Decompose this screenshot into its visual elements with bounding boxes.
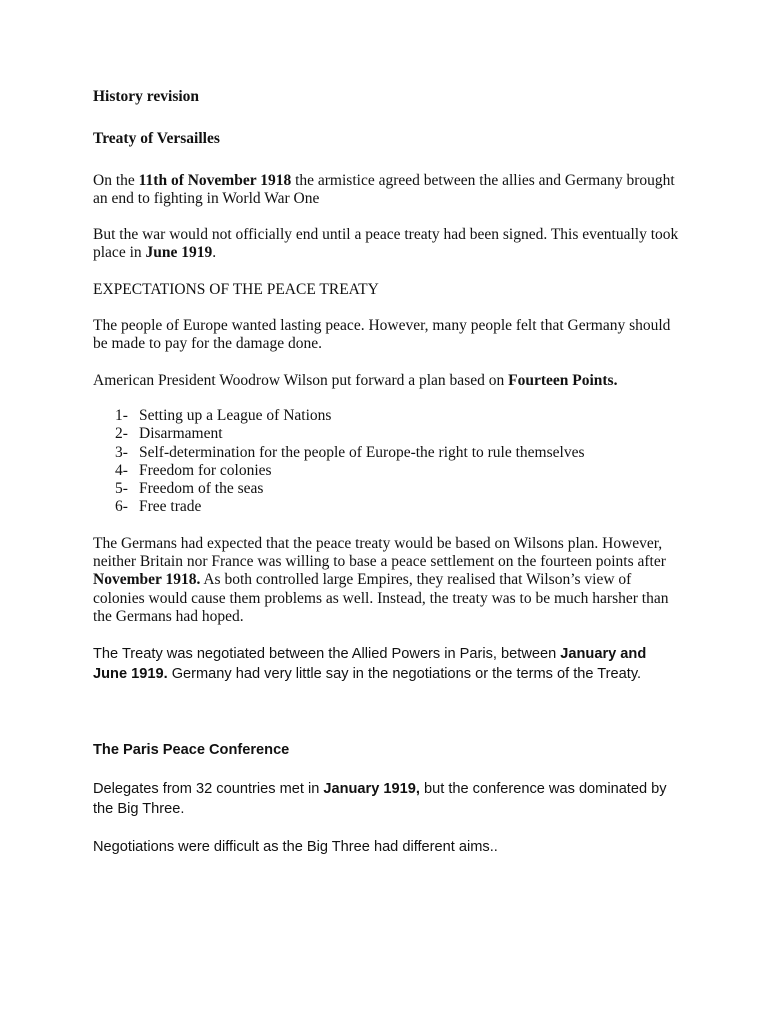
text: Delegates from 32 countries met in bbox=[93, 781, 324, 797]
list-item bbox=[115, 480, 675, 498]
list-number: 5- bbox=[115, 480, 128, 498]
paragraph-wilson-plan bbox=[93, 372, 683, 390]
paragraph-treaty-signed bbox=[93, 226, 683, 262]
paragraph-german-expectations bbox=[93, 535, 683, 626]
heading-text: History revision bbox=[93, 88, 200, 105]
list-item bbox=[115, 407, 675, 425]
date-bold: November 1918. bbox=[93, 571, 201, 589]
text: But the war would not officially end until a peace treaty had been signed. This eventually took place in bbox=[93, 226, 679, 262]
date-bold: January 1919, bbox=[323, 781, 420, 797]
heading bbox=[93, 88, 683, 106]
list-item bbox=[115, 498, 675, 516]
list-text: Free trade bbox=[139, 498, 202, 516]
paragraph-delegates bbox=[93, 780, 683, 819]
list-number: 1- bbox=[115, 407, 128, 424]
date-bold: January and June 1919. bbox=[93, 646, 647, 682]
list-text: Self-determination for the people of Europe-the right to rule themselves bbox=[139, 443, 585, 461]
list-number: 4- bbox=[115, 461, 128, 479]
list-text: Disarmament bbox=[139, 425, 223, 443]
list-number: 3- bbox=[115, 443, 128, 461]
document-title-text: Treaty of Versailles bbox=[93, 130, 220, 147]
section-heading-paris-conference bbox=[93, 741, 683, 761]
document-title bbox=[93, 130, 683, 148]
section-heading-expectations: EXPECTATIONS OF THE PEACE TREATY bbox=[93, 281, 379, 298]
fourteen-points-bold: Fourteen Points. bbox=[508, 372, 618, 389]
date-bold: 11th of November 1918 bbox=[138, 172, 292, 189]
list-number: 6- bbox=[115, 498, 128, 516]
list-number: 2- bbox=[115, 425, 128, 443]
text: The Treaty was negotiated between the Allied Powers in Paris, between bbox=[93, 646, 561, 662]
section-heading-text: The Paris Peace Conference bbox=[93, 742, 290, 758]
text: Germany had very little say in the negotiations or the terms of the Treaty. bbox=[167, 665, 642, 682]
text: American President Woodrow Wilson put forward a plan based on bbox=[93, 372, 509, 389]
list-item bbox=[115, 425, 675, 443]
text: but the conference was dominated by the Big Three. bbox=[93, 781, 667, 817]
fourteen-points-list bbox=[115, 407, 675, 517]
paragraph-lasting-peace: The people of Europe wanted lasting peace. However, many people felt that Germany should be made to pay for the damage done. bbox=[93, 317, 671, 353]
date-bold: June 1919 bbox=[145, 244, 213, 262]
text: . bbox=[212, 244, 217, 262]
paragraph-armistice bbox=[93, 172, 683, 208]
list-item bbox=[115, 462, 675, 480]
text: On the bbox=[93, 172, 139, 189]
list-text: Freedom of the seas bbox=[139, 480, 264, 498]
list-text: Setting up a League of Nations bbox=[139, 407, 332, 424]
paragraph-negotiations: Negotiations were difficult as the Big Three had different aims.. bbox=[93, 839, 498, 855]
text: the armistice agreed between the allies and Germany brought an end to fighting in World War One bbox=[93, 172, 675, 208]
paragraph-treaty-negotiated bbox=[93, 645, 683, 684]
list-item bbox=[115, 444, 675, 462]
list-text: Freedom for colonies bbox=[139, 461, 272, 479]
text: As both controlled large Empires, they realised that Wilson’s view of colonies would cause them problems as well. Instead, the treaty was to be much harsher than the Germans had hoped. bbox=[93, 571, 669, 625]
text: The Germans had expected that the peace treaty would be based on Wilsons plan. However, neither Britain nor France was willing to base a peace settlement on the fourteen points after bbox=[93, 535, 666, 571]
